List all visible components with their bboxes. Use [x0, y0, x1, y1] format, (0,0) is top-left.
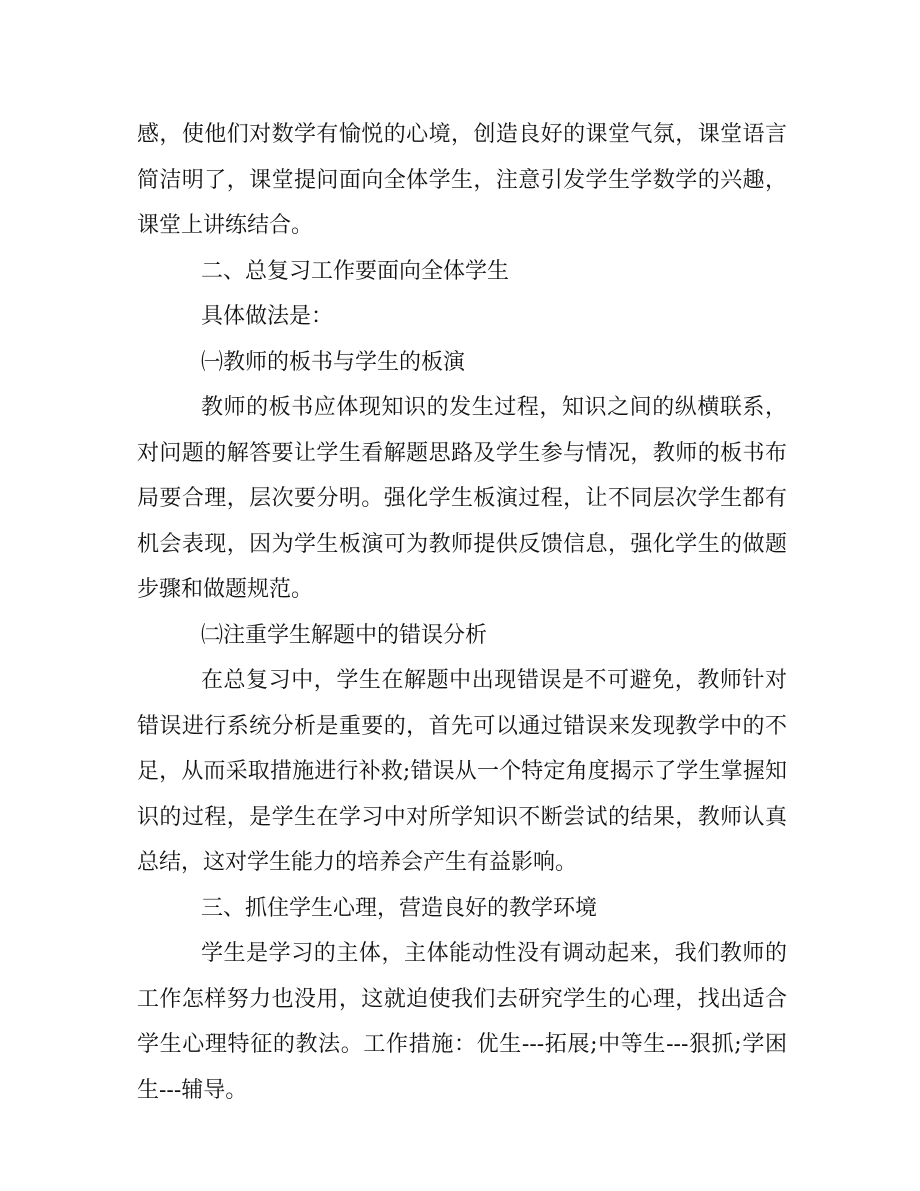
- section-heading-3: 三、抓住学生心理，营造良好的教学环境: [201, 895, 598, 921]
- section-heading-2: 二、总复习工作要面向全体学生: [201, 258, 510, 284]
- paragraph-board-writing: 教师的板书应体现知识的发生过程，知识之间的纵横联系，对问题的解答要让学生看解题思路及学生参与情况，教师的板书布局要合理，层次要分明。强化学生板演过程，让不同层次学生都有机会表现，因为学生板演可为教师提供反馈信息，强化学生的做题步骤和做题规范。: [137, 395, 787, 602]
- paragraph-student-psychology: 学生是学习的主体，主体能动性没有调动起来，我们教师的工作怎样努力也没用，这就迫使我们去研究学生的心理，找出适合学生心理特征的教法。工作措施：优生---拓展;中等生---狠抓;学困生---辅导。: [137, 941, 787, 1103]
- paragraph-continuation: 感，使他们对数学有愉悦的心境，创造良好的课堂气氛，课堂语言简洁明了，课堂提问面向全体学生，注意引发学生学数学的兴趣，课堂上讲练结合。: [137, 122, 787, 238]
- document-body: [137, 112, 787, 1113]
- subheading-2: ㈡注重学生解题中的错误分析: [201, 622, 488, 648]
- paragraph-intro: 具体做法是：: [201, 304, 334, 329]
- paragraph-error-analysis: 在总复习中，学生在解题中出现错误是不可避免，教师针对错误进行系统分析是重要的，首先可以通过错误来发现教学中的不足，从而采取措施进行补救;错误从一个特定角度揭示了学生掌握知识的过程，是学生在学习中对所学知识不断尝试的结果，教师认真总结，这对学生能力的培养会产生有益影响。: [137, 668, 787, 875]
- subheading-1: ㈠教师的板书与学生的板演: [201, 349, 466, 375]
